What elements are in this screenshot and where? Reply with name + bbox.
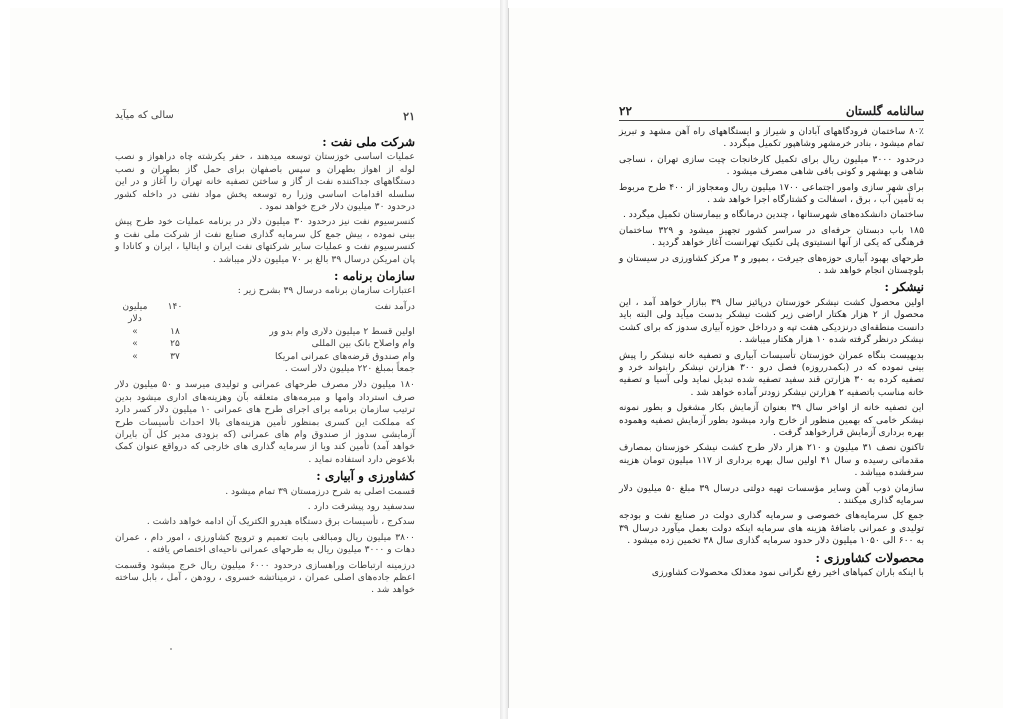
- table-row: [115, 338, 415, 350]
- right-running-header: [619, 104, 924, 121]
- table-cell-label: وام صندوق قرضه‌های عمرانی امریکا: [275, 350, 415, 362]
- right-page: [508, 8, 1003, 708]
- paragraph: عملیات اساسی خوزستان توسعه میدهند ، حفر یکرشته چاه دراهواز و نصب لوله از اهواز بطهران و سپس باصفهان برای حمل گاز بطهران و نصب دستگاههای جداکننده نفت از گاز و ساختن تصفیه خانه تهران را آغاز و در این سلسله اقدامات اساسی وزرا ره توسعه پخش مواد نفتی در داخله کشور درحدود ۳۰ میلیون دلار خرج خواهد نمود .: [115, 151, 415, 213]
- left-page: [10, 8, 501, 708]
- table-cell-unit: »: [132, 350, 138, 362]
- paragraph: ۱۸۰ میلیون دلار مصرف طرحهای عمرانی و تولیدی میرسد و ۵۰ میلیون دلار صرف استرداد وامها و مبرمه‌های متعلقه بآن وهزینه‌های اداری میشود بدین ترتیب سازمان برنامه برای اجرای طرح های عمرانی ۱۰ میلیون دلار کسر دارد که مملکت این کسری بمنظور تأمین هزینه‌های بالا احداث تأسیسات طرح آزمایشی سدوز از صندوق وام های عمرانی (که بزودی مدیر کل آن بایران خواهد آمد) تأمین کند ویا از سرمایه گذاری های خارجی که درواقع عنوان کمک بلاعوض دارد استفاده نماید .: [115, 379, 416, 465]
- table-row: [115, 363, 415, 375]
- section-heading: شرکت ملی نفت :: [322, 135, 415, 149]
- paragraph: جمع کل سرمایه‌های خصوصی و سرمایه گذاری دولت در صنایع نفت و بودجه تولیدی و عمرانی باضافهٔ هزینه های سرمایه اینکه دولت بعمل میآورد درسال ۳۹ به ۶۰۰ الی ۱۰۵۰ میلیون دلار حدود سرمایه گذاری سال ۳۸ تخمین زده میشود .: [619, 510, 924, 547]
- left-running-title: سالی که میآید: [115, 110, 174, 121]
- right-text-column: [619, 126, 924, 582]
- table-cell-unit: »: [132, 325, 138, 337]
- paragraph: این تصفیه خانه از اواخر سال ۳۹ بعنوان آزمایش بکار مشغول و بطور نمونه نیشکر خامی که بهمین منظور از خارج وارد میشود بطور آزمایش تصفیه وهموده بهره برداری آزمایش قرارخواهد گرفت .: [619, 402, 924, 438]
- table-cell-unit: [115, 363, 155, 375]
- paragraph: ۳۸۰۰ میلیون ریال ومبالغی بابت تعمیم و ترویج کشاورزی ، امور دام ، عمران دهات و ۳۰۰۰ میلیون ریال به طرحهای عمرانی ناحیه‌ای اختصاص یافته .: [115, 531, 415, 556]
- paragraph: سازمان ذوب آهن وسایر مؤسسات تهیه دولتی درسال ۳۹ مبلغ ۵۰ میلیون دلار سرمایه گذاری میکنند .: [619, 482, 924, 506]
- table-row: [115, 326, 415, 338]
- table-cell-amount: ۲۵: [170, 338, 180, 350]
- section-heading: نیشکر :: [884, 280, 924, 295]
- table-cell-unit: »: [132, 338, 138, 350]
- left-page-number: ۲۱: [403, 110, 415, 123]
- paragraph: ساختمان دانشکده‌های شهرستانها ، چندین درمانگاه و بیمارستان تکمیل میگردد .: [622, 209, 924, 221]
- left-running-header: [115, 110, 415, 126]
- paragraph: سدسفید رود پیشرفت دارد .: [307, 500, 415, 512]
- table-row: [115, 351, 415, 363]
- paragraph: با اینکه باران کمپاهای اخیر رفع نگرانی نمود معذلک محصولات کشاورزی: [651, 567, 924, 578]
- table-cell-label: وام واصلاح بانک بین المللی: [311, 338, 415, 350]
- table-row: [115, 301, 415, 326]
- table-cell-label: اولین قسط ۲ میلیون دلاری وام بدو ور: [269, 325, 415, 337]
- right-page-number: ۲۲: [619, 104, 632, 118]
- paragraph: اعتبارات سازمان برنامه درسال ۳۹ بشرح زیر :: [237, 285, 415, 297]
- paragraph: درزمینه ارتباطات وراهسازی درحدود ۶۰۰۰ میلیون ریال خرج میشود وقسمت اعظم جاده‌های اصلی عمران ، ترمیناتشه خسروی ، رودهن ، آمل ، بابل ساخته خواهد شد .: [115, 559, 415, 596]
- table-cell-amount: ۱۸: [170, 325, 180, 337]
- budget-table: [115, 301, 415, 375]
- paragraph: برای شهر سازی وامور اجتماعی ۱۷۰۰ میلیون ریال ومعجاوز از ۴۰۰ طرح مربوط به تأمین آب ، برق ، اسفالت و کشتارگاه اجرا خواهد شد .: [619, 181, 924, 206]
- paragraph: کنسرسیوم نفت نیز درحدود ۳۰ میلیون دلار در برنامه عملیات خود طرح پیش بینی نموده ، بیش جمع کل سرمایه گذاری صنایع نفت از شرکت ملی نفت و کنسرسیوم نفت و عملیات سایر شرکتهای نفت ایران و ایتالیا ، ایران و کانادا و پان امریکن درسال ۳۹ بالغ بر ۷۰ میلیون دلار میباشد .: [115, 216, 416, 265]
- paragraph: اولین محصول کشت نیشکر خوزستان درپائیز سال ۳۹ ببازار خواهد آمد ، این محصول از ۲ هزار هکتار اراضی زیر کشت نیشکر بدست میآید ولی البته باید دانست منطقه‌ای درنزدیکی هفت تپه و درداخل حوزه آبیاری سدوز که برای کشت نیشکر درنظر گرفته شده ۱۰ هزار هکتار میباشد .: [619, 296, 924, 346]
- table-cell-label: جمعاً بمبلغ ۲۲۰ میلیون دلار است .: [284, 362, 415, 374]
- table-cell-unit: میلیون دلار: [122, 300, 148, 325]
- paragraph: بدیهیست بنگاه عمران خوزستان تأسیسات آبیاری و تصفیه خانه نیشکر را پیش بینی نموده که در (بکمدرروزه) فصل درو ۳۰۰ هزارتن نیشکر رابتواند خرد و تصفیه کرده به ۳۰ هزارتن قند سفید تصفیه شده تبدیل نماید ولی آسیا و تصفیه خانه مناسب باتصفیه ۲ هزارتن نیشکر زودتر آماده خواهد شد .: [619, 349, 925, 398]
- paragraph: ۱۸۵ باب دبستان حرفه‌ای در سراسر کشور تجهیز میشود و ۳۲۹ ساختمان فرهنگی که یکی از آنها انستیتوی پلی تکنیک تهرانست آغاز خواهد گردید .: [619, 224, 925, 249]
- paragraph: درحدود ۳۰۰۰ میلیون ریال برای تکمیل کارخانجات چیت سازی تهران ، نساجی شاهی و بهشهر و کونی بافی شاهی مصرف میشود .: [619, 153, 924, 178]
- left-text-column: [115, 132, 415, 600]
- paragraph: سدکرج ، تأسیسات برق دستگاه هیدرو الکتریک آن ادامه خواهد داشت .: [146, 516, 415, 528]
- page-speck: [170, 648, 172, 650]
- table-cell-amount: [155, 363, 195, 375]
- paragraph: طرحهای بهبود آبیاری حوزه‌های جیرفت ، بمپور و ۳ مرکز کشاورزی در سیستان و بلوچستان انجام خواهد شد .: [619, 252, 924, 277]
- paragraph: قسمت اصلی به شرح درزمستان ۳۹ تمام میشود .: [225, 485, 415, 497]
- section-heading: کشاورزی و آبیاری :: [316, 469, 415, 484]
- section-heading: سازمان برنامه :: [333, 269, 415, 284]
- table-cell-amount: ۱۴۰: [167, 300, 183, 312]
- section-heading: محصولات کشاورزی :: [815, 550, 924, 565]
- paragraph: ۸۰٪ ساختمان فرودگاههای آبادان و شیراز و ایستگاههای راه آهن مشهد و تبریز تمام میشود ، بنادر خرمشهر وشاهپور تکمیل میگردد .: [619, 126, 924, 150]
- table-cell-amount: ۳۷: [170, 350, 180, 362]
- book-gutter: [500, 0, 508, 719]
- table-cell-label: درآمد نفت: [375, 300, 415, 312]
- right-running-title: سالنامه گلستان: [845, 104, 924, 118]
- paragraph: تاکنون نصف ۳۱ میلیون و ۲۱۰ هزار دلار طرح کشت نیشکر خوزستان بمصارف مقدماتی رسیده و سال ۴۱ اولین سال بهره برداری از ۱۱۷ میلیون تومان هزینه سرفشده میباشد .: [619, 442, 925, 479]
